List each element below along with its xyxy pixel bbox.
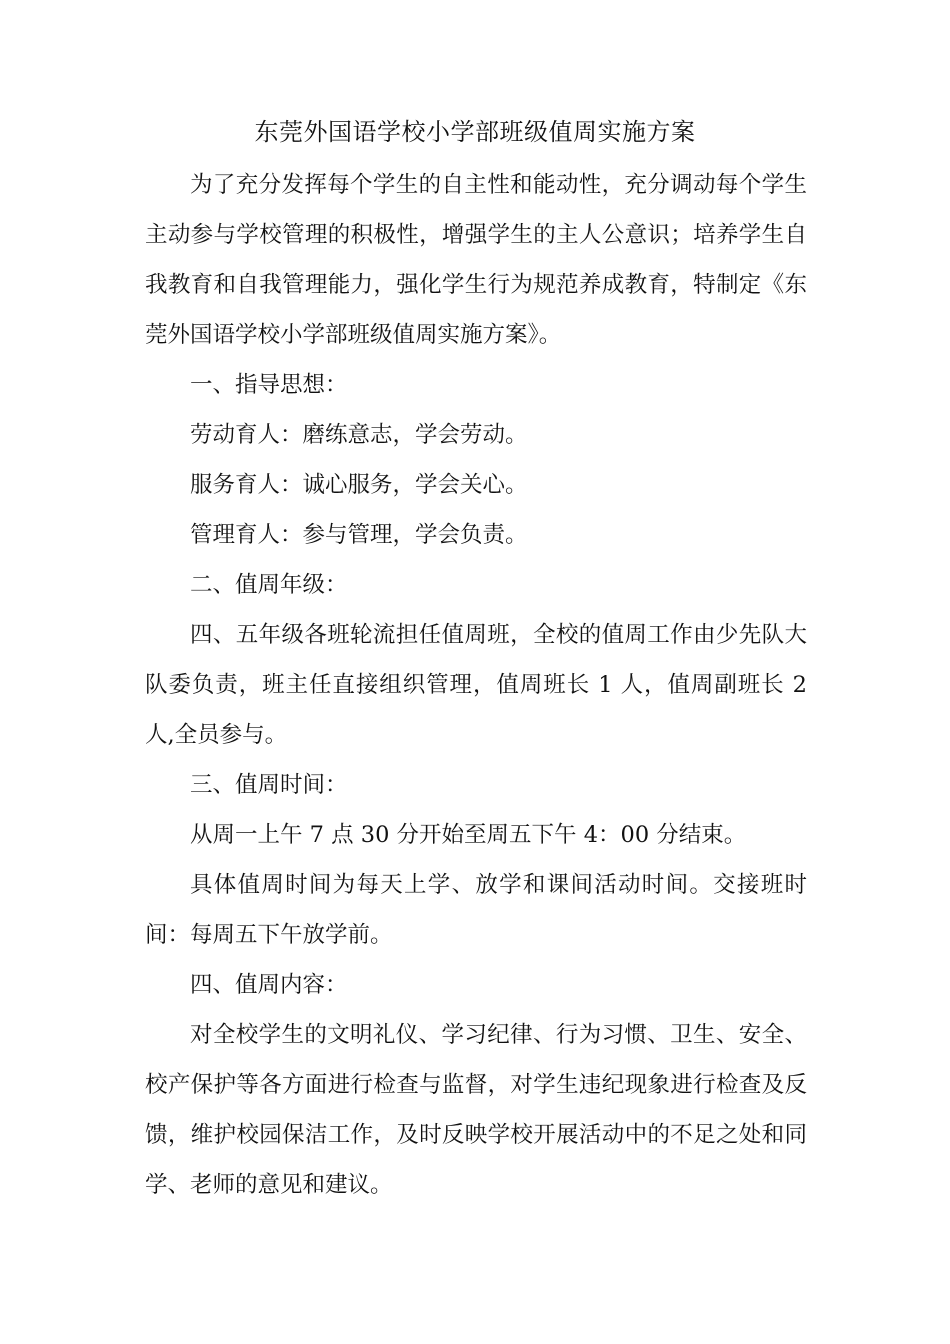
- paragraph-labor-education: 劳动育人：磨练意志，学会劳动。: [190, 422, 528, 448]
- section-heading-duty-content: 四、值周内容：: [190, 972, 348, 998]
- document-body: [145, 160, 807, 1210]
- paragraph-service-education: 服务育人：诚心服务，学会关心。: [190, 472, 528, 498]
- paragraph-duty-time-detail: 具体值周时间为每天上学、放学和课间活动时间。交接班时间：每周五下午放学前。: [145, 872, 807, 948]
- document-title: 东莞外国语学校小学部班级值周实施方案: [254, 118, 696, 146]
- section-heading-duty-time: 三、值周时间：: [190, 772, 348, 798]
- section-heading-duty-grades: 二、值周年级：: [190, 572, 348, 598]
- section-heading-guiding-ideology: 一、指导思想：: [190, 372, 348, 398]
- paragraph-duty-grades: 四、五年级各班轮流担任值周班，全校的值周工作由少先队大队委负责，班主任直接组织管理，值周班长 1 人，值周副班长 2 人,全员参与。: [145, 622, 807, 748]
- paragraph-duty-content: 对全校学生的文明礼仪、学习纪律、行为习惯、卫生、安全、校产保护等各方面进行检查与监督，对学生违纪现象进行检查及反馈，维护校园保洁工作，及时反映学校开展活动中的不足之处和同学、老师的意见和建议。: [145, 1022, 807, 1198]
- paragraph-duty-time-range: 从周一上午 7 点 30 分开始至周五下午 4：00 分结束。: [190, 822, 747, 848]
- intro-paragraph: 为了充分发挥每个学生的自主性和能动性，充分调动每个学生主动参与学校管理的积极性，增强学生的主人公意识；培养学生自我教育和自我管理能力，强化学生行为规范养成教育，特制定《东莞外国语学校小学部班级值周实施方案》。: [145, 172, 807, 348]
- paragraph-management-education: 管理育人：参与管理，学会负责。: [190, 522, 528, 548]
